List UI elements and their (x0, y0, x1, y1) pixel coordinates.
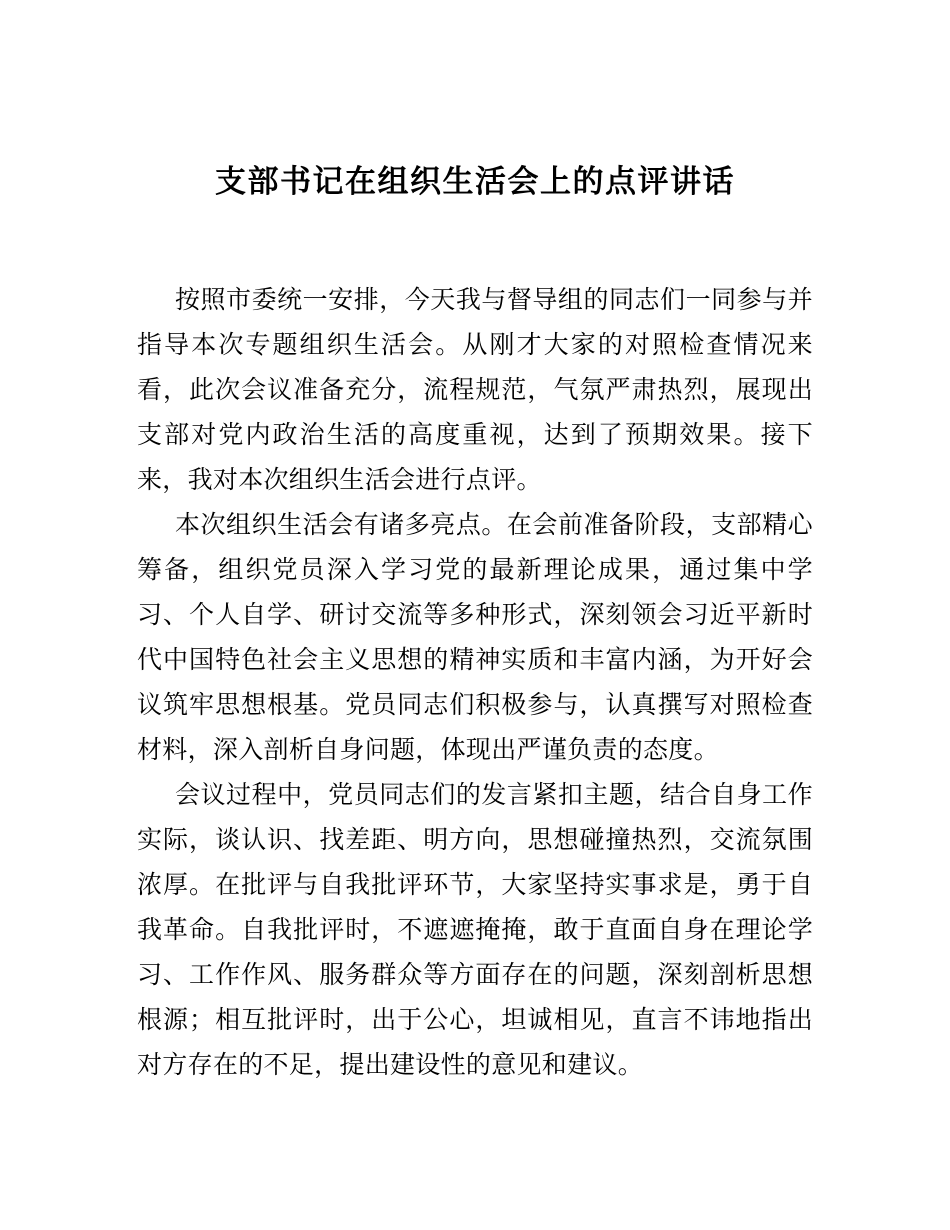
paragraph: 会议过程中，党员同志们的发言紧扣主题，结合自身工作实际，谈认识、找差距、明方向，思想碰撞热烈，交流氛围浓厚。在批评与自我批评环节，大家坚持实事求是，勇于自我革命。自我批评时，不遮遮掩掩，敢于直面自身在理论学习、工作作风、服务群众等方面存在的问题，深刻剖析思想根源；相互批评时，出于公心，坦诚相见，直言不讳地指出对方存在的不足，提出建设性的意见和建议。 (137, 782, 813, 1079)
paragraph: 按照市委统一安排，今天我与督导组的同志们一同参与并指导本次专题组织生活会。从刚才大家的对照检查情况来看，此次会议准备充分，流程规范，气氛严肃热烈，展现出支部对党内政治生活的高度重视，达到了预期效果。接下来，我对本次组织生活会进行点评。 (137, 287, 813, 494)
document-title: 支部书记在组织生活会上的点评讲话 (215, 164, 735, 199)
paragraph: 本次组织生活会有诸多亮点。在会前准备阶段，支部精心筹备，组织党员深入学习党的最新理论成果，通过集中学习、个人自学、研讨交流等多种形式，深刻领会习近平新时代中国特色社会主义思想的精神实质和丰富内涵，为开好会议筑牢思想根基。党员同志们积极参与，认真撰写对照检查材料，深入剖析自身问题，体现出严谨负责的态度。 (137, 512, 813, 764)
document-body (137, 278, 813, 1088)
